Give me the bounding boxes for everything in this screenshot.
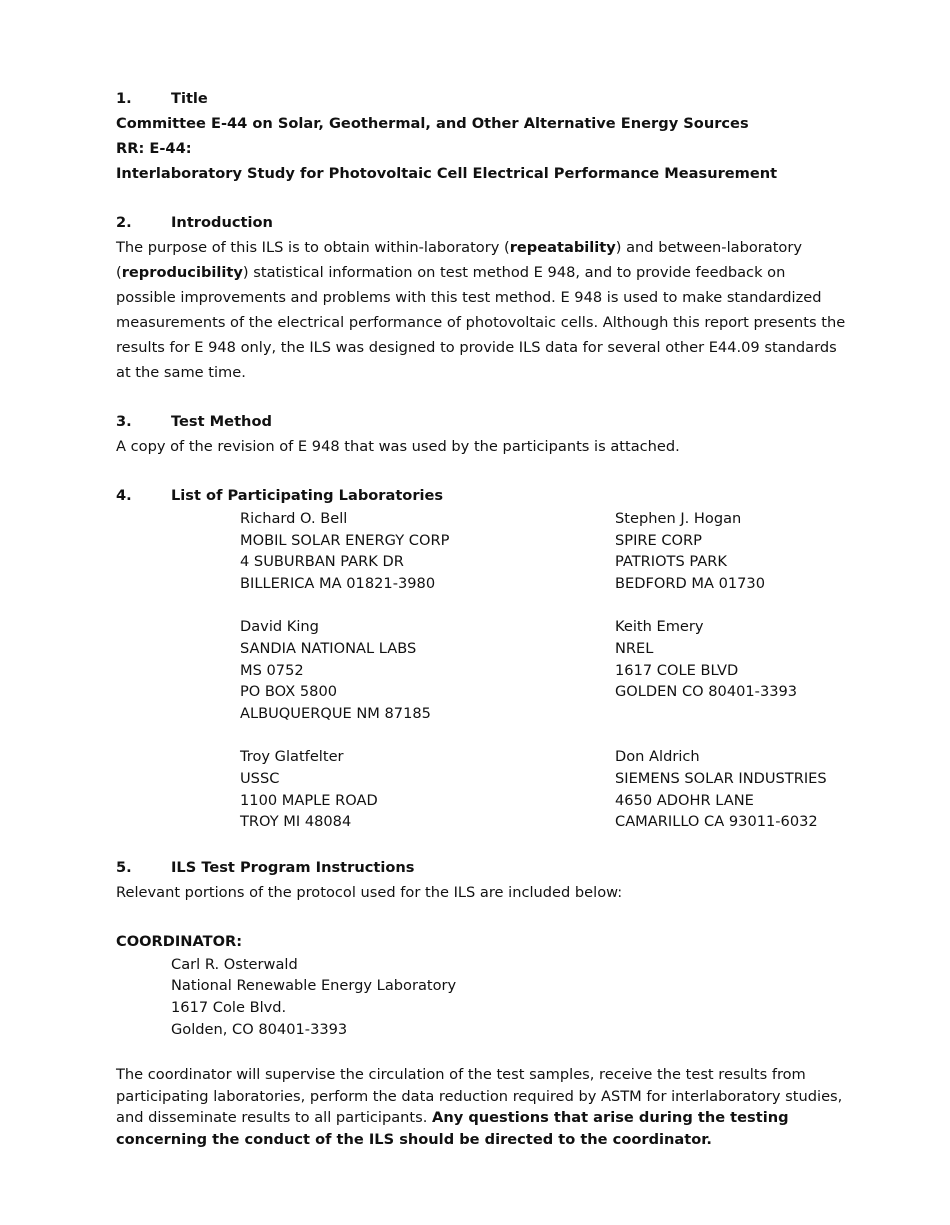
intro-text: ) and between-laboratory ( [116, 239, 802, 281]
lab-city: ALBUQUERQUE NM 87185 [240, 704, 431, 722]
lab-address [240, 508, 615, 594]
section-title: Title [171, 90, 208, 107]
lab-city: GOLDEN CO 80401-3393 [615, 683, 798, 701]
lab-street: 1617 COLE BLVD [615, 661, 739, 679]
lab-city: BEDFORD MA 01730 [615, 574, 766, 592]
lab-contact: Richard O. Bell [240, 510, 348, 527]
coordinator-org: National Renewable Energy Laboratory [171, 977, 457, 995]
lab-address [615, 746, 827, 832]
laboratories-list [240, 508, 846, 855]
lab-contact: Don Aldrich [615, 748, 700, 766]
lab-city: TROY MI 48084 [240, 813, 352, 831]
closing-emphasis: Any questions that arise during the testing concerning the conduct of the ILS should be directed to the coordinator. [116, 1109, 789, 1148]
lab-city: BILLERICA MA 01821-3980 [240, 574, 436, 592]
section-number: 5. [116, 858, 132, 876]
lab-org: SPIRE CORP [615, 531, 702, 549]
section-number: 1. [116, 90, 132, 107]
lab-contact: David King [240, 618, 319, 636]
lab-org: NREL [615, 639, 654, 657]
section-title: Test Method [171, 413, 272, 430]
lab-contact: Keith Emery [615, 618, 704, 636]
labs-column-right [615, 508, 827, 855]
intro-text: The purpose of this ILS is to obtain within-laboratory ( [116, 239, 510, 256]
coordinator-name: Carl R. Osterwald [171, 955, 298, 973]
reproducibility-term: reproducibility [121, 264, 243, 281]
lab-street: 4650 ADOHR LANE [615, 791, 754, 809]
coordinator-city: Golden, CO 80401-3393 [171, 1020, 348, 1038]
intro-text: ) statistical information on test method E 948, and to provide feedback on possible improvements and problems with this test method. E 948 is used to make standardized measurements of the electrical performance of photovoltaic cells. Although this report presents the results for E 948 only, the ILS was designed to provide ILS data for several other E44.09 standards at the same time. [116, 264, 846, 381]
closing-paragraph [116, 1064, 846, 1150]
lab-contact: Troy Glatfelter [240, 748, 344, 766]
section-title: List of Participating Laboratories [171, 487, 444, 504]
repeatability-term: repeatability [509, 239, 616, 256]
lab-street: 1100 MAPLE ROAD [240, 791, 378, 809]
coordinator-address [171, 954, 846, 1040]
section-2-heading [116, 210, 846, 235]
section-title: Introduction [171, 214, 273, 231]
lab-address [240, 616, 615, 724]
lab-contact: Stephen J. Hogan [615, 510, 742, 527]
lab-address [615, 616, 827, 702]
instructions-text: Relevant portions of the protocol used for the ILS are included below: [116, 883, 623, 901]
section-number: 2. [116, 214, 132, 231]
document-page [116, 86, 846, 1150]
section-5-heading [116, 855, 846, 880]
study-title-line: Interlaboratory Study for Photovoltaic Cell Electrical Performance Measurement [116, 165, 778, 182]
lab-address [615, 508, 827, 594]
closing-text: The coordinator will supervise the circulation of the test samples, receive the test results from participating laboratories, perform the data reduction required by ASTM for interlaboratory studies, and disseminate results to all participants. [116, 1066, 843, 1127]
lab-pobox: PO BOX 5800 [240, 683, 338, 701]
lab-city: CAMARILLO CA 93011-6032 [615, 813, 818, 831]
lab-org: MOBIL SOLAR ENERGY CORP [240, 531, 450, 549]
labs-column-left [240, 508, 615, 855]
lab-address [240, 746, 615, 832]
section-3-heading [116, 409, 846, 434]
section-title: ILS Test Program Instructions [171, 858, 415, 876]
test-method-text: A copy of the revision of E 948 that was used by the participants is attached. [116, 438, 680, 455]
lab-org: USSC [240, 769, 280, 787]
committee-line: Committee E-44 on Solar, Geothermal, and Other Alternative Energy Sources [116, 115, 749, 132]
introduction-paragraph [116, 235, 846, 385]
section-1-heading [116, 86, 846, 111]
section-number: 3. [116, 413, 132, 430]
lab-org: SANDIA NATIONAL LABS [240, 639, 417, 657]
lab-mailstop: MS 0752 [240, 661, 304, 679]
section-4-heading [116, 483, 846, 508]
coordinator-label: COORDINATOR: [116, 932, 243, 950]
lab-street: PATRIOTS PARK [615, 553, 727, 571]
section-number: 4. [116, 487, 132, 504]
lab-org: SIEMENS SOLAR INDUSTRIES [615, 769, 827, 787]
lab-street: 4 SUBURBAN PARK DR [240, 553, 404, 571]
rr-line: RR: E-44: [116, 140, 192, 157]
coordinator-street: 1617 Cole Blvd. [171, 998, 287, 1016]
